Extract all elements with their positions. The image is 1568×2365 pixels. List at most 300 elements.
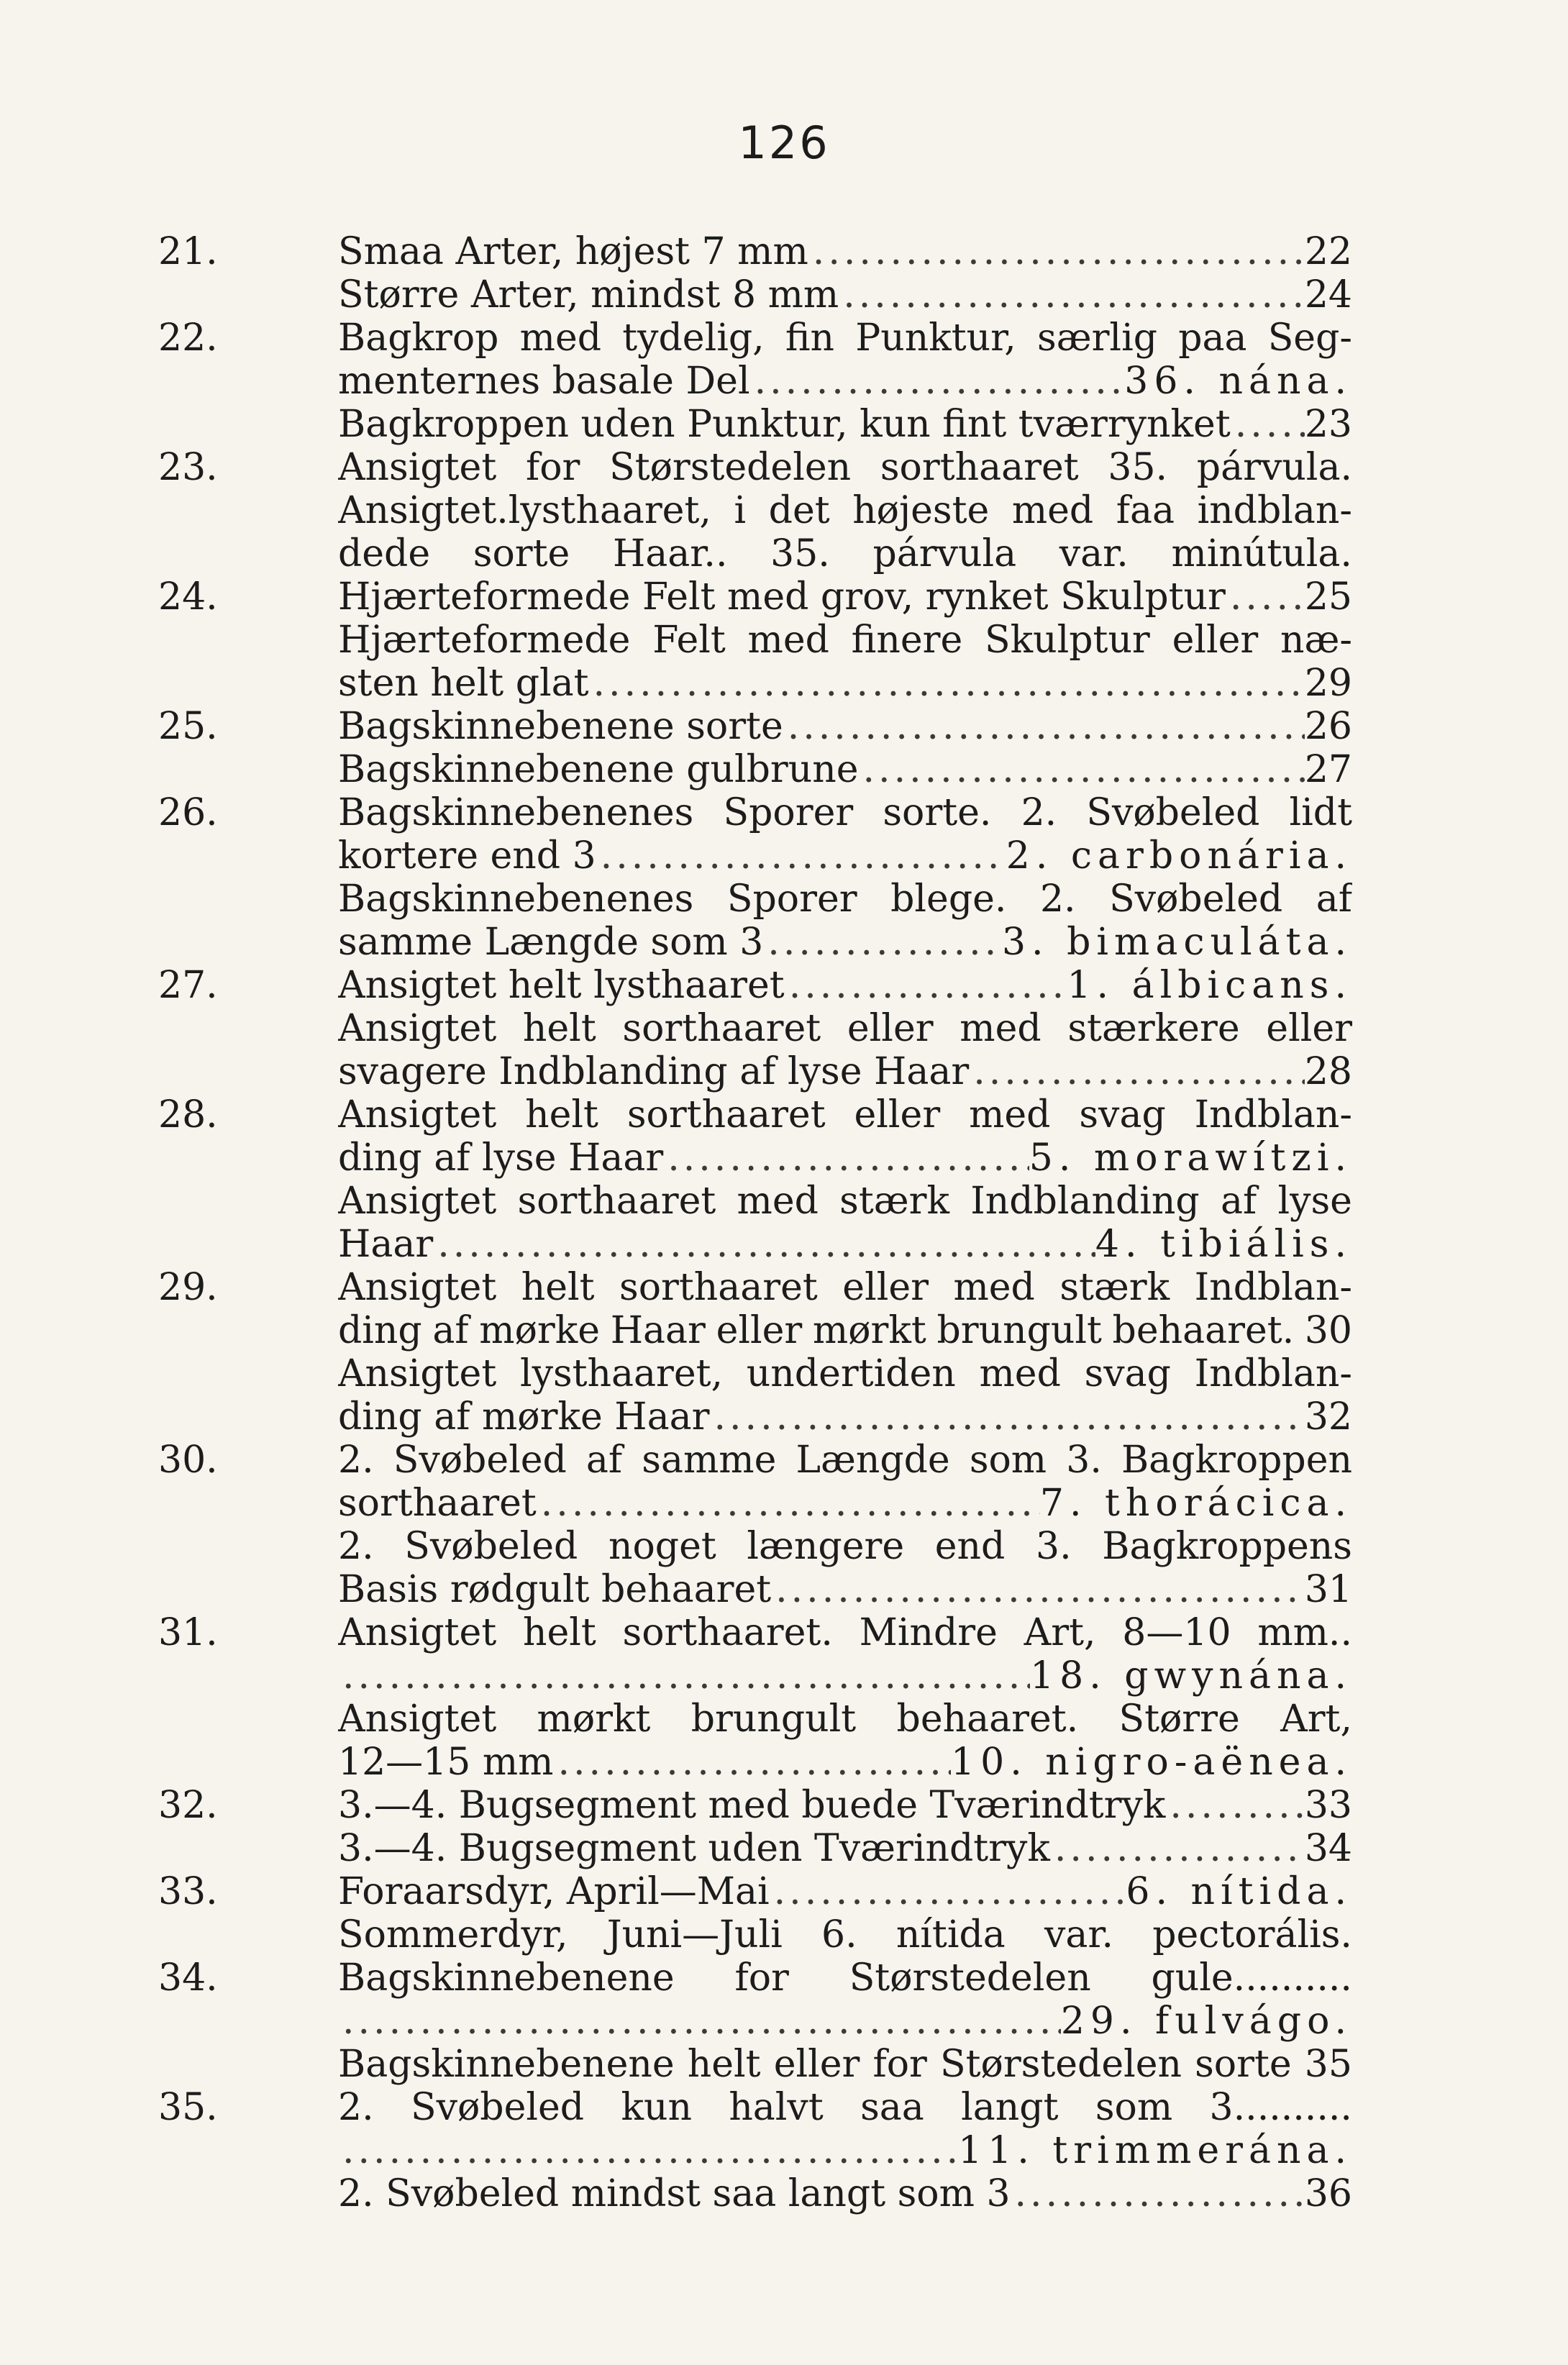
- key-word: Sporer: [723, 791, 854, 834]
- key-line: [230, 1698, 1352, 1741]
- key-word: sorthaaret.: [622, 1611, 833, 1654]
- key-line-body: [338, 2129, 1352, 2172]
- key-word: behaaret.: [1112, 1309, 1295, 1352]
- key-line-body: [338, 230, 1352, 273]
- key-word: Bagskinnebenene: [338, 1956, 675, 2000]
- dot-leader: [338, 2129, 958, 2172]
- dot-leader: [808, 230, 1305, 273]
- key-word: Felt: [652, 619, 726, 662]
- key-word: eller: [847, 1007, 934, 1050]
- key-word: tydelig,: [622, 316, 765, 360]
- key-line-text: sten helt glat: [338, 662, 589, 705]
- key-line: [158, 791, 1352, 834]
- key-line-text: sorthaaret: [338, 1482, 537, 1525]
- key-line-body: [338, 1913, 1352, 1956]
- dot-leader: [785, 964, 1067, 1007]
- key-line-body: [338, 1568, 1352, 1611]
- key-reference: 25: [1304, 575, 1352, 619]
- key-word: det: [768, 489, 830, 532]
- key-line: [230, 489, 1352, 532]
- couplet-number: 22.: [158, 316, 218, 360]
- key-line: [230, 2043, 1352, 2086]
- key-word: sorte: [473, 532, 570, 575]
- dot-leader: [770, 1870, 1126, 1913]
- dot-leader: [750, 360, 1125, 403]
- key-line: [230, 1568, 1352, 1611]
- key-line: [230, 2000, 1352, 2043]
- key-word: 2.: [1039, 878, 1076, 921]
- dot-leader: [763, 921, 1002, 964]
- key-word: Haar..: [612, 532, 728, 575]
- key-line: [230, 1654, 1352, 1698]
- key-line-body: [338, 2000, 1352, 2043]
- key-word: mørkt: [812, 1309, 926, 1352]
- key-line-body: [338, 619, 1352, 662]
- key-word: særlig: [1037, 316, 1157, 360]
- key-line-text: 12—15 mm: [338, 1741, 554, 1784]
- key-line: [230, 1741, 1352, 1784]
- key-word: Ansigtet.lysthaaret,: [338, 489, 711, 532]
- key-word: helt: [522, 1007, 596, 1050]
- key-line-body: [338, 1611, 1352, 1654]
- key-line-body: [338, 1525, 1352, 1568]
- key-line-text: 3.—4. Bugsegment med buede Tværindtryk: [338, 1784, 1166, 1827]
- dot-leader: [663, 1136, 1029, 1180]
- key-word: helt: [521, 1266, 595, 1309]
- key-reference: 2. carbonária.: [1006, 834, 1352, 878]
- couplet-number: 25.: [158, 705, 218, 748]
- key-word: Ansigtet: [338, 1266, 497, 1309]
- couplet-number: 24.: [158, 575, 218, 619]
- key-word: af: [1220, 1180, 1257, 1223]
- key-line: [230, 360, 1352, 403]
- key-word: Størstedelen: [609, 446, 852, 489]
- key-word: Ansigtet: [338, 446, 497, 489]
- dot-leader: [1165, 1784, 1304, 1827]
- key-reference: 28: [1304, 1050, 1352, 1093]
- key-line-body: [338, 748, 1352, 791]
- key-word: Bagskinnebenene: [338, 2043, 675, 2086]
- key-word: af: [1316, 878, 1352, 921]
- key-line: [158, 705, 1352, 748]
- key-line-body: [338, 1827, 1352, 1870]
- key-line-text: 2. Svøbeled mindst saa langt som 3: [338, 2172, 1011, 2215]
- key-word: svag: [1079, 1093, 1166, 1136]
- key-line: [230, 2129, 1352, 2172]
- key-word: behaaret.: [896, 1698, 1079, 1741]
- key-word: 2.: [338, 1439, 374, 1482]
- key-word: Ansigtet: [338, 1093, 497, 1136]
- key-line-body: [338, 1050, 1352, 1093]
- key-reference: 5. morawítzi.: [1029, 1136, 1352, 1180]
- dot-leader: [771, 1568, 1305, 1611]
- key-word: stærkere: [1067, 1007, 1240, 1050]
- key-word: eller: [1266, 1007, 1352, 1050]
- dot-leader: [596, 834, 1006, 878]
- key-word: finere: [851, 619, 963, 662]
- key-word: Bagkrop: [338, 316, 499, 360]
- key-word: Bagkroppen: [1121, 1439, 1352, 1482]
- key-word: af: [585, 1439, 623, 1482]
- key-word: Mindre: [859, 1611, 998, 1654]
- key-word: helt: [687, 2043, 761, 2086]
- key-line-text: Basis rødgult behaaret: [338, 1568, 772, 1611]
- key-line: [158, 1093, 1352, 1136]
- key-line-text: menternes basale Del: [338, 360, 750, 403]
- key-word: Bagkroppens: [1102, 1525, 1352, 1568]
- key-reference: 33: [1304, 1784, 1352, 1827]
- key-word: blege.: [890, 878, 1007, 921]
- key-word: pectorális.: [1152, 1913, 1352, 1956]
- key-word: længere: [747, 1525, 905, 1568]
- key-word: sorte: [1195, 2043, 1292, 2086]
- key-word: med: [737, 1180, 819, 1223]
- key-line-text: 3.—4. Bugsegment uden Tværindtryk: [338, 1827, 1050, 1870]
- key-line-body: [338, 878, 1352, 921]
- key-word: Indblanding: [970, 1180, 1200, 1223]
- key-line-body: [338, 1266, 1352, 1309]
- key-word: Svøbeled: [411, 2086, 585, 2129]
- key-word: minútula.: [1171, 532, 1352, 575]
- key-line: [230, 532, 1352, 575]
- key-line-text: Bagskinnebenene sorte: [338, 705, 783, 748]
- key-word: Skulptur: [985, 619, 1150, 662]
- key-line: [158, 230, 1352, 273]
- key-line: [158, 1439, 1352, 1482]
- dot-leader: [553, 1741, 951, 1784]
- key-line-body: [338, 1654, 1352, 1698]
- key-word: Punktur,: [855, 316, 1016, 360]
- key-word: med: [969, 1093, 1051, 1136]
- couplet-number: 30.: [158, 1439, 218, 1482]
- key-word: var.: [1059, 532, 1129, 575]
- key-line-body: [338, 834, 1352, 878]
- key-word: Større: [1118, 1698, 1240, 1741]
- key-word: helt: [525, 1093, 598, 1136]
- key-reference: 6. nítida.: [1126, 1870, 1352, 1913]
- key-line-body: [338, 1395, 1352, 1439]
- key-line-body: [338, 1223, 1352, 1266]
- key-word: sorte.: [883, 791, 992, 834]
- key-word: helt: [522, 1611, 596, 1654]
- page-number: 126: [738, 117, 830, 169]
- key-word: mørke: [479, 1309, 601, 1352]
- dot-leader: [783, 705, 1305, 748]
- key-word: Svøbeled: [404, 1525, 578, 1568]
- key-word: noget: [608, 1525, 716, 1568]
- key-line-body: [338, 1309, 1352, 1352]
- key-word: end: [934, 1525, 1006, 1568]
- key-line-text: Ansigtet helt lysthaaret: [338, 964, 785, 1007]
- key-reference: 29: [1304, 662, 1352, 705]
- key-line-body: [338, 921, 1352, 964]
- key-reference: 22: [1304, 230, 1352, 273]
- key-word: som: [1095, 2086, 1173, 2129]
- key-word: lidt: [1289, 791, 1352, 834]
- key-reference: 7. thorácica.: [1039, 1482, 1352, 1525]
- key-reference: 1. álbicans.: [1067, 964, 1352, 1007]
- key-word: 2.: [338, 1525, 374, 1568]
- key-line: [230, 1309, 1352, 1352]
- dot-leader: [1231, 403, 1305, 446]
- key-line: [230, 1913, 1352, 1956]
- key-line-body: [338, 1870, 1352, 1913]
- key-word: for: [872, 2043, 927, 2086]
- key-word: nítida: [895, 1913, 1006, 1956]
- dot-leader: [859, 748, 1305, 791]
- key-reference: 36: [1304, 2172, 1352, 2215]
- couplet-number: 35.: [158, 2086, 218, 2129]
- key-line-body: [338, 705, 1352, 748]
- key-word: Seg-: [1267, 316, 1352, 360]
- key-line-text: Hjærteformede Felt med grov, rynket Skulptur: [338, 575, 1226, 619]
- key-word: Juni—Juli: [606, 1913, 783, 1956]
- key-word: sorthaaret: [880, 446, 1079, 489]
- dot-leader: [710, 1395, 1305, 1439]
- key-word: Ansigtet: [338, 1698, 497, 1741]
- key-line-body: [338, 1956, 1352, 2000]
- key-word: med: [960, 1007, 1041, 1050]
- key-line-body: [338, 964, 1352, 1007]
- key-word: eller: [854, 1093, 941, 1136]
- key-line: [230, 1007, 1352, 1050]
- key-word: indblan-: [1197, 489, 1352, 532]
- key-word: undertiden: [746, 1352, 956, 1395]
- key-line: [158, 446, 1352, 489]
- key-word: 3..........: [1209, 2086, 1352, 2129]
- key-word: Bagskinnebenenes: [338, 878, 694, 921]
- key-word: sorthaaret: [619, 1266, 818, 1309]
- key-reference: 24: [1304, 273, 1352, 316]
- key-line-body: [338, 1784, 1352, 1827]
- key-line-body: [338, 316, 1352, 360]
- key-word: Størstedelen: [940, 2043, 1182, 2086]
- key-word: brungult: [936, 1309, 1102, 1352]
- key-word: gule..........: [1151, 1956, 1352, 2000]
- key-word: 35.: [770, 532, 830, 575]
- key-line: [158, 1956, 1352, 2000]
- key-word: langt: [961, 2086, 1059, 2129]
- key-line-body: [338, 403, 1352, 446]
- key-word: fin: [785, 316, 835, 360]
- couplet-number: 27.: [158, 964, 218, 1007]
- key-word: 3.: [1066, 1439, 1102, 1482]
- key-word: med: [1011, 489, 1094, 532]
- key-line: [158, 316, 1352, 360]
- couplet-number: 29.: [158, 1266, 218, 1309]
- key-line-body: [338, 1136, 1352, 1180]
- key-line: [158, 2086, 1352, 2129]
- key-line-body: [338, 1482, 1352, 1525]
- key-line: [230, 834, 1352, 878]
- key-word: Størstedelen: [849, 1956, 1091, 2000]
- key-line-body: [338, 532, 1352, 575]
- key-line-text: svagere Indblanding af lyse Haar: [338, 1050, 970, 1093]
- key-line-body: [338, 662, 1352, 705]
- key-word: i: [734, 489, 747, 532]
- key-line-body: [338, 1352, 1352, 1395]
- key-word: som: [969, 1439, 1047, 1482]
- dot-leader: [338, 1654, 1030, 1698]
- key-line-body: [338, 1439, 1352, 1482]
- key-word: lysthaaret,: [519, 1352, 724, 1395]
- key-line-body: [338, 1093, 1352, 1136]
- key-line-body: [338, 1007, 1352, 1050]
- key-word: var.: [1044, 1913, 1114, 1956]
- couplet-number: 31.: [158, 1611, 218, 1654]
- key-line-text: ding af mørke Haar: [338, 1395, 710, 1439]
- key-line-text: Smaa Arter, højest 7 mm: [338, 230, 808, 273]
- key-line-body: [338, 2086, 1352, 2129]
- key-word: saa: [860, 2086, 924, 2129]
- key-line: [230, 619, 1352, 662]
- key-word: Svøbeled: [1086, 791, 1260, 834]
- key-word: Art,: [1024, 1611, 1096, 1654]
- key-reference: 36. nána.: [1124, 360, 1352, 403]
- key-reference: 10. nigro-aënea.: [951, 1741, 1352, 1784]
- key-reference: 18. gwynána.: [1030, 1654, 1352, 1698]
- key-reference: 27: [1304, 748, 1352, 791]
- key-reference: 23: [1304, 403, 1352, 446]
- key-line-body: [338, 2172, 1352, 2215]
- key-word: brungult: [690, 1698, 857, 1741]
- identification-key: [158, 230, 1352, 2215]
- key-reference: 26: [1304, 705, 1352, 748]
- dot-leader: [1011, 2172, 1305, 2215]
- key-line-text: Foraarsdyr, April—Mai: [338, 1870, 770, 1913]
- key-reference: 4. tibiális.: [1095, 1223, 1352, 1266]
- dot-leader: [537, 1482, 1040, 1525]
- dot-leader: [969, 1050, 1305, 1093]
- couplet-number: 21.: [158, 230, 218, 273]
- dot-leader: [433, 1223, 1095, 1266]
- key-word: Sommerdyr,: [338, 1913, 568, 1956]
- key-word: eller: [842, 1266, 929, 1309]
- key-word: sorthaaret: [517, 1180, 716, 1223]
- key-line-text: kortere end 3: [338, 834, 596, 878]
- key-word: eller: [773, 2043, 860, 2086]
- key-line: [158, 1870, 1352, 1913]
- key-line-body: [338, 2043, 1352, 2086]
- key-line: [230, 662, 1352, 705]
- key-line: [230, 878, 1352, 921]
- key-reference: 29. fulvágo.: [1060, 2000, 1352, 2043]
- key-word: eller: [716, 1309, 803, 1352]
- key-line: [158, 1266, 1352, 1309]
- couplet-number: 34.: [158, 1956, 218, 2000]
- key-line-body: [338, 1180, 1352, 1223]
- key-word: 35.: [1108, 446, 1168, 489]
- key-word: dede: [338, 532, 431, 575]
- key-word: samme: [642, 1439, 777, 1482]
- key-word: halvt: [729, 2086, 824, 2129]
- key-word: Ansigtet: [338, 1352, 497, 1395]
- key-word: 6.: [821, 1913, 857, 1956]
- couplet-number: 28.: [158, 1093, 218, 1136]
- key-word: Svøbeled: [1109, 878, 1283, 921]
- key-word: Indblan-: [1194, 1266, 1352, 1309]
- key-word: paa: [1178, 316, 1247, 360]
- key-line: [230, 403, 1352, 446]
- key-word: Sporer: [726, 878, 857, 921]
- key-word: 2.: [338, 2086, 374, 2129]
- key-word: Svøbeled: [393, 1439, 567, 1482]
- key-word: Hjærteformede: [338, 619, 631, 662]
- key-word: eller: [1172, 619, 1259, 662]
- key-line: [230, 1827, 1352, 1870]
- key-word: næ-: [1280, 619, 1352, 662]
- dot-leader: [839, 273, 1305, 316]
- key-word: sorthaaret: [622, 1007, 821, 1050]
- key-reference: 32: [1304, 1395, 1352, 1439]
- key-line-body: [338, 1741, 1352, 1784]
- key-line-body: [338, 791, 1352, 834]
- key-line-text: Bagskinnebenene gulbrune: [338, 748, 859, 791]
- key-line-text: Haar: [338, 1223, 434, 1266]
- key-word: Ansigtet: [338, 1611, 497, 1654]
- key-word: Ansigtet: [338, 1007, 497, 1050]
- key-line: [230, 1223, 1352, 1266]
- key-word: for: [734, 1956, 789, 2000]
- key-line-text: samme Længde som 3: [338, 921, 764, 964]
- dot-leader: [338, 2000, 1061, 2043]
- key-word: kun: [621, 2086, 692, 2129]
- key-line: [158, 1784, 1352, 1827]
- couplet-number: 26.: [158, 791, 218, 834]
- key-line: [230, 2172, 1352, 2215]
- key-line-body: [338, 446, 1352, 489]
- key-word: af: [432, 1309, 469, 1352]
- key-word: 3.: [1036, 1525, 1072, 1568]
- key-line-body: [338, 360, 1352, 403]
- key-line: [230, 1136, 1352, 1180]
- key-word: Længde: [796, 1439, 950, 1482]
- key-line: [230, 1352, 1352, 1395]
- key-word: párvula: [872, 532, 1017, 575]
- dot-leader: [589, 662, 1305, 705]
- key-line: [158, 964, 1352, 1007]
- key-line-body: [338, 273, 1352, 316]
- key-word: højeste: [852, 489, 990, 532]
- key-reference: 3. bimaculáta.: [1001, 921, 1352, 964]
- key-word: 35: [1304, 2043, 1352, 2086]
- key-line: [230, 273, 1352, 316]
- key-line-text: Større Arter, mindst 8 mm: [338, 273, 839, 316]
- key-word: med: [953, 1266, 1035, 1309]
- key-line: [158, 1611, 1352, 1654]
- key-word: Ansigtet: [338, 1180, 497, 1223]
- key-word: 8—10: [1122, 1611, 1231, 1654]
- key-line-body: [338, 1698, 1352, 1741]
- key-line: [230, 1482, 1352, 1525]
- key-word: 30: [1304, 1309, 1352, 1352]
- key-word: stærk: [1059, 1266, 1170, 1309]
- key-word: Art,: [1280, 1698, 1352, 1741]
- key-word: sorthaaret: [626, 1093, 826, 1136]
- key-word: stærk: [839, 1180, 949, 1223]
- key-line: [158, 575, 1352, 619]
- key-line-body: [338, 575, 1352, 619]
- key-word: párvula.: [1196, 446, 1352, 489]
- key-reference: 34: [1304, 1827, 1352, 1870]
- key-word: mm..: [1257, 1611, 1352, 1654]
- key-reference: 31: [1304, 1568, 1352, 1611]
- key-word: mørkt: [537, 1698, 651, 1741]
- key-word: Bagskinnebenenes: [338, 791, 694, 834]
- key-line: [230, 1525, 1352, 1568]
- key-word: for: [525, 446, 580, 489]
- key-word: faa: [1116, 489, 1175, 532]
